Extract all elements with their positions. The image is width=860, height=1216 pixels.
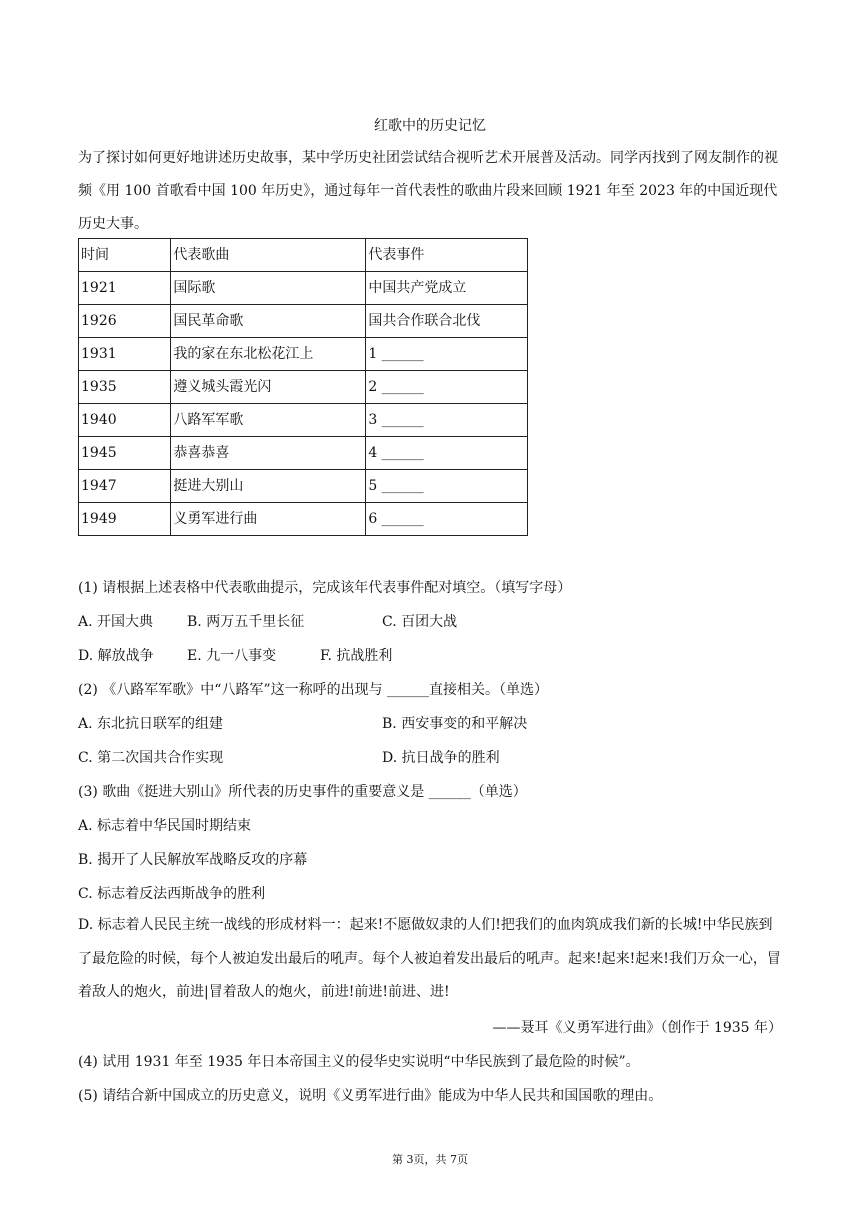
table-header-row — [79, 239, 528, 272]
question-1-stem: (1) 请根据上述表格中代表歌曲提示，完成该年代表事件配对填空。（填写字母） — [78, 580, 572, 596]
q2-option-c: C. 第二次国共合作实现 — [78, 750, 224, 766]
q3-option-c: C. 标志着反法西斯战争的胜利 — [78, 886, 266, 902]
q1-option-b: B. 两万五千里长征 — [187, 614, 305, 630]
table-row — [79, 503, 528, 536]
question-4: (4) 试用 1931 年至 1935 年日本帝国主义的侵华史实说明“中华民族到了最危险的时候”。 — [78, 1054, 640, 1070]
q2-option-a: A. 东北抗日联军的组建 — [78, 716, 224, 732]
question-2-stem: (2) 《八路军军歌》中“八路军”这一称呼的出现与 ______直接相关。（单选） — [78, 682, 549, 698]
year-cell: 1945 — [79, 437, 171, 470]
intro-paragraph: 为了探讨如何更好地讲述历史故事，某中学历史社团尝试结合视听艺术开展普及活动。同学丙找到了网友制作的视频《用 100 首歌看中国 100 年历史》，通过每年一首代表性的歌曲片段来回顾 1921 年至 2023 年的中国近现代历史大事。 — [78, 150, 778, 232]
event-blank-cell: 4 ______ — [366, 437, 528, 470]
table-row — [79, 272, 528, 305]
song-cell: 八路军军歌 — [171, 404, 366, 437]
table-row — [79, 305, 528, 338]
q1-option-e: E. 九一八事变 — [187, 648, 277, 664]
song-cell: 义勇军进行曲 — [171, 503, 366, 536]
table-row — [79, 404, 528, 437]
event-blank-cell: 1 ______ — [366, 338, 528, 371]
year-cell: 1935 — [79, 371, 171, 404]
year-cell: 1940 — [79, 404, 171, 437]
table-row — [79, 437, 528, 470]
q1-option-a: A. 开国大典 — [78, 614, 154, 630]
event-blank-cell: 6 ______ — [366, 503, 528, 536]
q1-option-d: D. 解放战争 — [78, 648, 154, 664]
q2-option-b: B. 西安事变的和平解决 — [382, 716, 528, 732]
table-row — [79, 338, 528, 371]
table-header-cell: 时间 — [79, 239, 171, 272]
event-blank-cell: 5 ______ — [366, 470, 528, 503]
question-3-stem: (3) 歌曲《挺进大别山》所代表的历史事件的重要意义是 ______（单选） — [78, 784, 527, 800]
q2-option-d: D. 抗日战争的胜利 — [382, 750, 500, 766]
year-cell: 1921 — [79, 272, 171, 305]
song-cell: 挺进大别山 — [171, 470, 366, 503]
q1-option-f: F. 抗战胜利 — [320, 648, 393, 664]
song-cell: 国民革命歌 — [171, 305, 366, 338]
table-header-cell: 代表事件 — [366, 239, 528, 272]
year-cell: 1949 — [79, 503, 171, 536]
event-blank-cell: 3 ______ — [366, 404, 528, 437]
year-cell: 1947 — [79, 470, 171, 503]
table-row — [79, 470, 528, 503]
page-title: 红歌中的历史记忆 — [374, 118, 486, 134]
song-cell: 国际歌 — [171, 272, 366, 305]
year-cell: 1931 — [79, 338, 171, 371]
q3-option-b: B. 揭开了人民解放军战略反攻的序幕 — [78, 852, 308, 868]
q1-option-c: C. 百团大战 — [382, 614, 458, 630]
table-row — [79, 371, 528, 404]
year-cell: 1926 — [79, 305, 171, 338]
source-attribution: ——聂耳《义勇军进行曲》（创作于 1935 年） — [492, 1020, 782, 1036]
table-header-cell: 代表歌曲 — [171, 239, 366, 272]
song-cell: 遵义城头霞光闪 — [171, 371, 366, 404]
event-cell: 国共合作联合北伐 — [366, 305, 528, 338]
events-table — [78, 238, 528, 536]
song-cell: 恭喜恭喜 — [171, 437, 366, 470]
event-cell: 中国共产党成立 — [366, 272, 528, 305]
page-footer: 第 3页，共 7页 — [392, 1153, 468, 1166]
song-cell: 我的家在东北松花江上 — [171, 338, 366, 371]
q3-option-d-and-material: D. 标志着人民民主统一战线的形成材料一：起来!不愿做奴隶的人们!把我们的血肉筑成我们新的长城!中华民族到了最危险的时候，每个人被迫发出最后的吼声。每个人被迫着发出最后的吼声。起来!起来!起来!我们万众一心，冒着敌人的炮火，前进|冒着敌人的炮火，前进!前进!前进、进! — [78, 917, 781, 1000]
event-blank-cell: 2 ______ — [366, 371, 528, 404]
question-5: (5) 请结合新中国成立的历史意义，说明《义勇军进行曲》能成为中华人民共和国国歌的理由。 — [78, 1088, 663, 1104]
q3-option-a: A. 标志着中华民国时期结束 — [78, 818, 252, 834]
